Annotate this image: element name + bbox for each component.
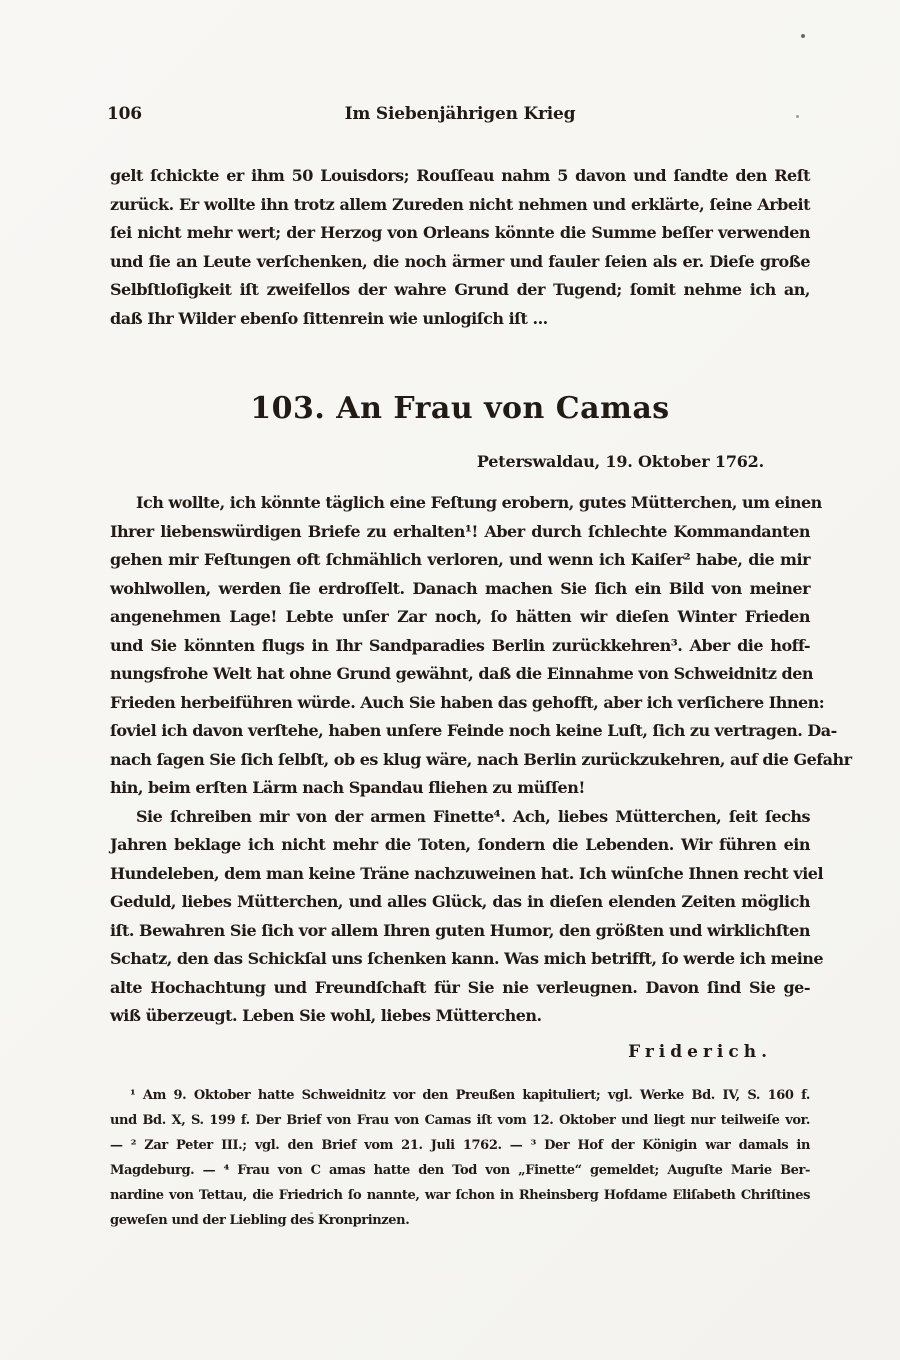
text-line: ſei nicht mehr wert; der Herzog von Orleans könnte die Summe beſſer verwenden	[110, 223, 810, 242]
footnote-line: ¹ Am 9. Oktober hatte Schweidnitz vor den Preußen kapituliert; vgl. Werke Bd. IV, S. 160 f.	[130, 1087, 810, 1103]
text-line: gehen mir Feſtungen oft ſchmählich verloren, und wenn ich Kaiſer² habe, die mir	[110, 550, 810, 569]
letter-paragraph-1	[110, 489, 852, 803]
letter-paragraph-2	[110, 803, 824, 1031]
footnote-line: und Bd. X, S. 199 f. Der Brief von Frau von Camas iſt vom 12. Oktober und liegt nur teilweiſe vor.	[110, 1112, 810, 1128]
text-line: wohlwollen, werden ſie erdroſſelt. Danach machen Sie ſich ein Bild von meiner	[110, 578, 810, 598]
text-line: Ich wollte, ich könnte täglich eine Feſtung erobern, gutes Mütterchen, um einen	[136, 493, 822, 512]
footnote-line: nardine von Tettau, die Friedrich ſo nannte, war ſchon in Rheinsberg Hofdame Eliſabeth Chriſtines	[110, 1187, 810, 1203]
text-line: und ſie an Leute verſchenken, die noch ärmer und fauler ſeien als er. Dieſe große	[110, 251, 810, 271]
letter-heading: 103. An Frau von Camas	[250, 391, 670, 426]
letter-signature: Friderich.	[628, 1041, 772, 1062]
text-block	[107, 0, 852, 1233]
text-line: wiß überzeugt. Leben Sie wohl, liebes Mütterchen.	[110, 1006, 542, 1025]
text-line: hin, beim erſten Lärm nach Spandau fliehen zu müſſen!	[110, 778, 585, 797]
text-line: Geduld, liebes Mütterchen, und alles Glück, das in dieſen elenden Zeiten möglich	[110, 892, 810, 911]
text-line: Hundeleben, dem man keine Träne nachzuweinen hat. Ich wünſche Ihnen recht viel	[110, 863, 824, 883]
intro-paragraph	[110, 162, 810, 333]
footnote-line: — ² Zar Peter III.; vgl. den Brief vom 21. Juli 1762. — ³ Der Hof der Königin war damals in	[110, 1137, 810, 1153]
running-header: Im Siebenjährigen Krieg	[344, 104, 576, 124]
text-line: nach ſagen Sie ſich ſelbſt, ob es klug wäre, nach Berlin zurückzukehren, auf die Gefahr	[110, 749, 852, 769]
footnotes	[110, 1083, 810, 1233]
text-line: Schatz, den das Schickſal uns ſchenken kann. Was mich betrifft, ſo werde ich meine	[110, 949, 824, 968]
letter-dateline: Peterswaldau, 19. Oktober 1762.	[476, 452, 764, 471]
text-line: alte Hochachtung und Freundſchaft für Sie nie verleugnen. Davon ſind Sie ge-	[110, 977, 810, 997]
text-line: Selbſtloſigkeit iſt zweifellos der wahre Grund der Tugend; ſomit nehme ich an,	[110, 280, 810, 299]
text-line: daß Ihr Wilder ebenſo ſittenrein wie unlogiſch iſt ...	[110, 308, 548, 328]
page-header	[107, 104, 810, 126]
text-line: gelt ſchickte er ihm 50 Louisdors; Rouſſeau nahm 5 davon und ſandte den Reſt	[110, 166, 810, 185]
text-line: zurück. Er wollte ihn trotz allem Zureden nicht nehmen und erklärte, ſeine Arbeit	[110, 194, 810, 214]
text-line: angenehmen Lage! Lebte unſer Zar noch, ſo hätten wir dieſen Winter Frieden	[110, 607, 810, 626]
text-line: Frieden herbeiführen würde. Auch Sie haben das gehofft, aber ich verſichere Ihnen:	[110, 692, 825, 712]
text-line: nungsfrohe Welt hat ohne Grund gewähnt, daß die Einnahme von Schweidnitz den	[110, 664, 814, 683]
text-line: Ihrer liebenswürdigen Briefe zu erhalten¹! Aber durch ſchlechte Kommandanten	[110, 521, 810, 541]
text-line: Jahren beklage ich nicht mehr die Toten, ſondern die Lebenden. Wir führen ein	[110, 835, 810, 854]
footnote-line: Magdeburg. — ⁴ Frau von C amas hatte den Tod von „Finette“ gemeldet; Auguſte Marie Ber-	[110, 1162, 810, 1178]
text-line: Sie ſchreiben mir von der armen Finette⁴. Ach, liebes Mütterchen, ſeit ſechs	[136, 806, 810, 826]
text-line: iſt. Bewahren Sie ſich vor allem Ihren guten Humor, den größten und wirklichſten	[110, 920, 810, 940]
footnote-line: geweſen und der Liebling des Kronprinzen.	[110, 1212, 410, 1228]
text-line: und Sie könnten flugs in Ihr Sandparadies Berlin zurückkehren³. Aber die hoff-	[110, 635, 810, 655]
text-line: ſoviel ich davon verſtehe, haben unſere Feinde noch keine Luſt, ſich zu vertragen. Da-	[110, 721, 837, 740]
page-number: 106	[107, 104, 142, 124]
